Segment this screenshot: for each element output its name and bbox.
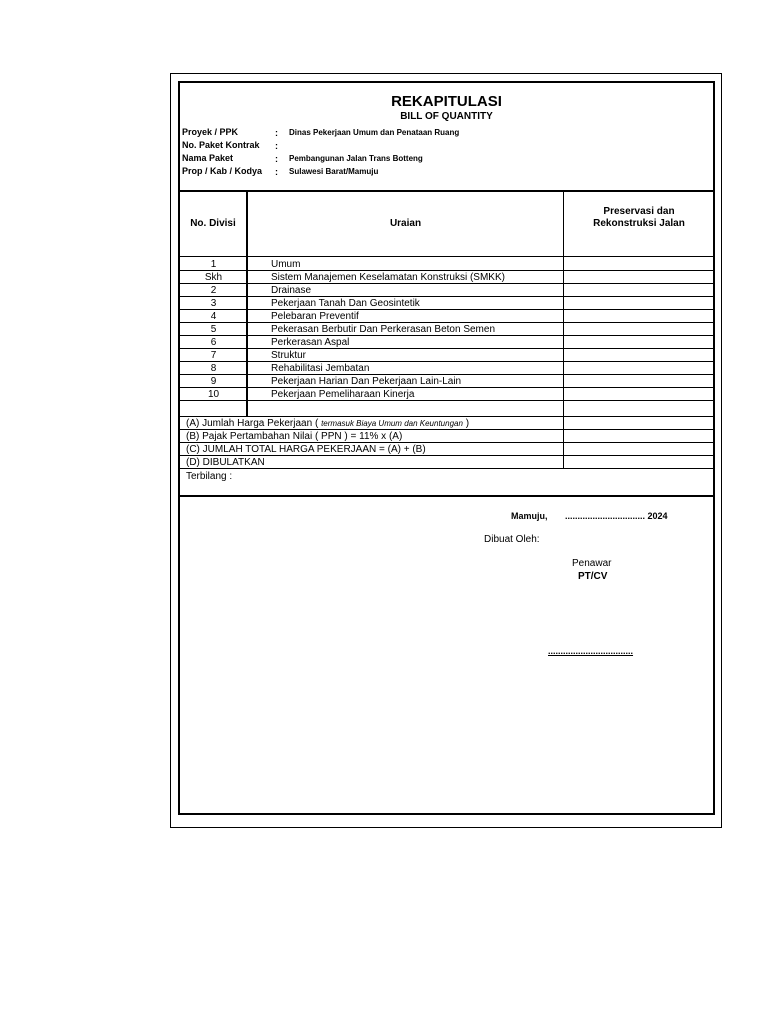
row-rule: [178, 296, 715, 297]
info-label-proyek: Proyek / PPK: [182, 127, 239, 137]
summary-a-italic: termasuk Biaya Umum dan Keuntungan: [321, 419, 463, 428]
row-uraian: Pekerjaan Pemeliharaan Kinerja: [271, 389, 415, 400]
row-rule: [178, 309, 715, 310]
row-uraian: Rehabilitasi Jembatan: [271, 363, 370, 374]
signature-penawar: Penawar: [572, 558, 612, 569]
info-label-paket-kontrak: No. Paket Kontrak: [182, 140, 260, 150]
signature-place: Mamuju,: [511, 511, 548, 521]
info-label-nama-paket: Nama Paket: [182, 153, 234, 163]
row-no: 9: [210, 376, 217, 387]
info-colon: :: [275, 167, 278, 177]
terbilang-label: Terbilang :: [186, 471, 233, 482]
info-value-proyek: Dinas Pekerjaan Umum dan Penataan Ruang: [289, 128, 460, 137]
info-colon: :: [275, 154, 278, 164]
document-title: REKAPITULASI: [391, 93, 502, 110]
info-label-prop-kab: Prop / Kab / Kodya: [182, 166, 263, 176]
row-no: 3: [210, 298, 217, 309]
row-no: 8: [210, 363, 217, 374]
signature-line: ..................................: [548, 646, 634, 656]
row-uraian: Struktur: [271, 350, 307, 361]
row-no: 6: [210, 337, 217, 348]
header-uraian: Uraian: [389, 218, 422, 229]
row-uraian: Sistem Manajemen Keselamatan Konstruksi (SMKK): [271, 272, 505, 283]
row-uraian: Drainase: [271, 285, 312, 296]
row-uraian: Pekerjaan Tanah Dan Geosintetik: [271, 298, 420, 309]
document-subtitle: BILL OF QUANTITY: [400, 111, 493, 122]
info-colon: :: [275, 128, 278, 138]
signature-date: ................................ 2024: [565, 511, 668, 521]
header-no-divisi: No. Divisi: [190, 218, 236, 229]
header-bottom-rule: [178, 256, 715, 257]
row-uraian: Pelebaran Preventif: [271, 311, 359, 322]
summary-a-suffix: ): [462, 418, 470, 429]
summary-a: [186, 417, 469, 430]
row-rule: [178, 361, 715, 362]
row-uraian: Perkerasan Aspal: [271, 337, 350, 348]
row-no: 10: [207, 389, 220, 400]
terbilang-bottom-rule: [178, 495, 715, 497]
row-rule: [178, 348, 715, 349]
row-no: 4: [210, 311, 217, 322]
info-value-nama-paket: Pembangunan Jalan Trans Botteng: [289, 154, 423, 163]
col-divider-value: [563, 191, 564, 469]
row-no: 2: [210, 285, 217, 296]
summary-a-prefix: (A) Jumlah Harga Pekerjaan (: [186, 418, 322, 429]
info-colon: :: [275, 141, 278, 151]
signature-dibuat-oleh: Dibuat Oleh:: [484, 534, 540, 545]
header-value-line1: Preservasi dan: [603, 206, 675, 217]
row-no: 7: [210, 350, 217, 361]
header-value-line2: Rekonstruksi Jalan: [593, 218, 685, 229]
signature-company: PT/CV: [578, 571, 608, 582]
row-uraian: Pekerjaan Harian Dan Pekerjaan Lain-Lain: [271, 376, 462, 387]
table-top-rule: [178, 190, 715, 192]
info-value-prop-kab: Sulawesi Barat/Mamuju: [289, 167, 379, 176]
row-no: Skh: [204, 272, 223, 283]
row-no: 1: [210, 259, 217, 270]
row-no: 5: [210, 324, 217, 335]
summary-b: (B) Pajak Pertambahan Nilai ( PPN ) = 11% x (A): [186, 431, 403, 442]
summary-c: (C) JUMLAH TOTAL HARGA PEKERJAAN = (A) + (B): [186, 444, 426, 455]
row-uraian: Umum: [271, 259, 301, 270]
summary-d: (D) DIBULATKAN: [186, 457, 265, 468]
row-uraian: Pekerasan Berbutir Dan Perkerasan Beton Semen: [271, 324, 496, 335]
row-rule: [178, 400, 715, 401]
